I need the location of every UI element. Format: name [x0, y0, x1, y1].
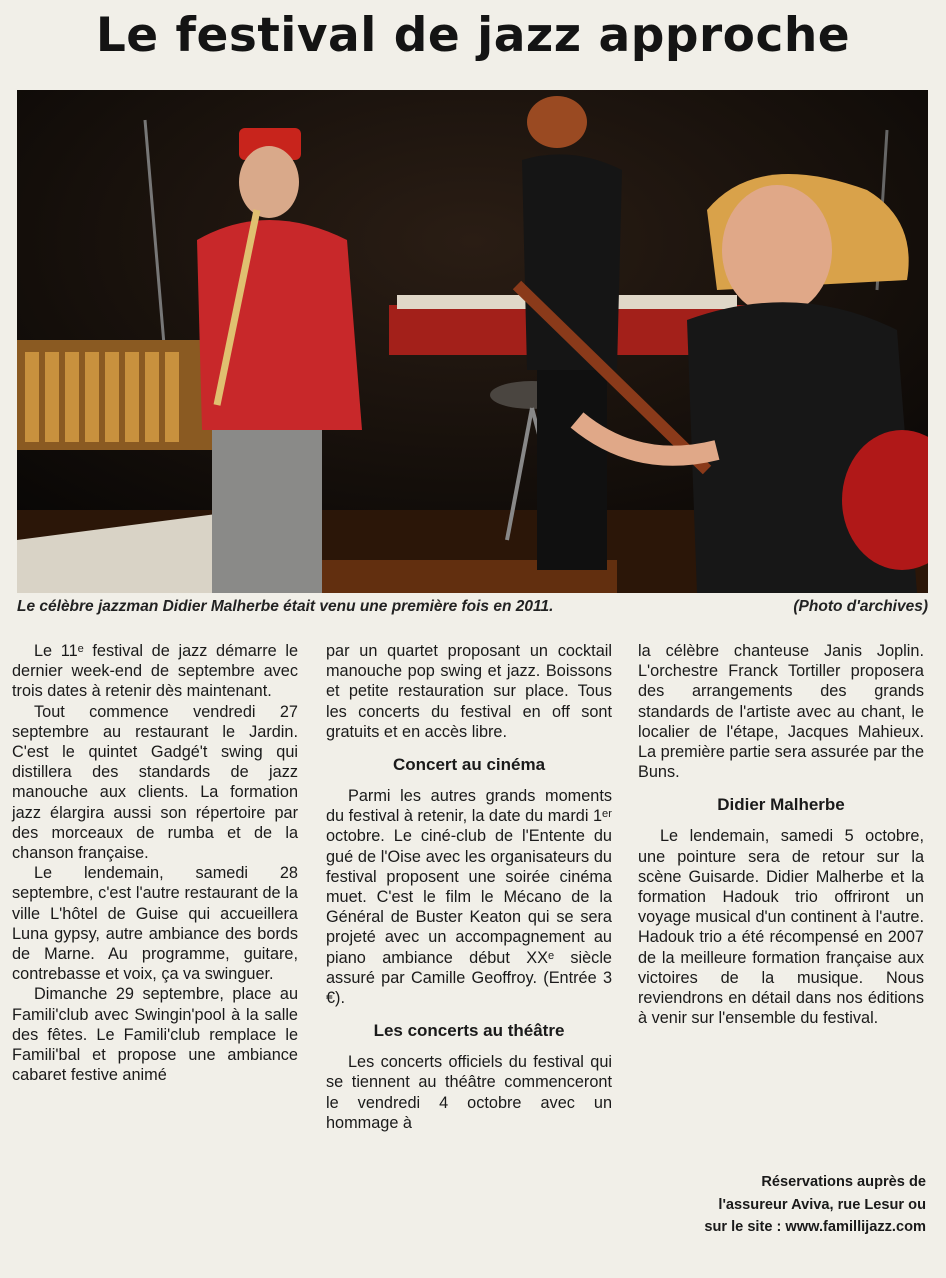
paragraph-joplin: la célèbre chanteuse Janis Joplin. L'orchestre Franck Tortiller proposera des arrangements des grands standards de l'artiste avec au chant, le localier de l'étape, Jacques Mahieux. La première partie sera assurée par the Buns.: [638, 642, 924, 782]
paragraph-saturday: Le lendemain, samedi 28 septembre, c'est l'autre restaurant de la ville L'hôtel de Guise qui accueillera Luna gypsy, autre ambiance des bords de Marne. Au programme, guitare, contrebasse et voix, ça va swinguer.: [12, 864, 298, 984]
paragraph-theatre: Les concerts officiels du festival qui se tiennent au théâtre commenceront le vendredi 4 octobre avec un hommage à: [326, 1053, 612, 1132]
subhead-cinema: Concert au cinéma: [392, 755, 546, 775]
column-2: [326, 641, 612, 1133]
subhead-theatre: Les concerts au théâtre: [373, 1021, 565, 1041]
paragraph-sunday: Dimanche 29 septembre, place au Famili'club avec Swingin'pool à la salle des fêtes. Le Famili'club remplace le Famili'bal et propose une ambiance cabaret festive animé: [12, 985, 298, 1085]
subhead-malherbe: Didier Malherbe: [717, 795, 845, 815]
column-1: [12, 641, 298, 1085]
reservations-line: l'assureur Aviva, rue Lesur ou: [718, 1196, 926, 1213]
photo-caption: Le célèbre jazzman Didier Malherbe était venu une première fois en 2011.: [17, 598, 554, 615]
photo-credit: (Photo d'archives): [793, 598, 928, 615]
reservations-line: Réservations auprès de: [761, 1174, 926, 1190]
concert-photo-illustration: [17, 90, 928, 593]
paragraph-malherbe: Le lendemain, samedi 5 octobre, une pointure sera de retour sur la scène Guisarde. Didier Malherbe et la formation Hadouk trio offriront un voyage musical d'un continent à l'autre. Hadouk trio a été récompensé en 2007 de la meilleure formation française aux victoires de la musique. Nous reviendrons en détail dans nos éditions à venir sur l'ensemble du festival.: [638, 827, 924, 1028]
reservations-box: [624, 1171, 926, 1239]
paragraph-continued: par un quartet proposant un cocktail manouche pop swing et jazz. Boissons et petite restauration sur place. Tous les concerts du festival en off sont gratuits et en accès libre.: [326, 642, 612, 741]
paragraph-cinema: Parmi les autres grands moments du festival à retenir, la date du mardi 1ᵉʳ octobre. Le ciné-club de l'Entente du gué de l'Oise avec les organisateurs du festival proposent une soirée cinéma muet. C'est le film le Mécano de la Général de Buster Keaton qui se sera projeté avec un accompagnement au piano ambiance début XXᵉ siècle assuré par Camille Geoffroy. (Entrée 3 €).: [326, 787, 612, 1008]
column-3: [638, 641, 924, 1028]
paragraph-friday: Tout commence vendredi 27 septembre au restaurant le Jardin. C'est le quintet Gadgé't swing qui distillera des standards de jazz manouche aux clients. La formation jazz élargira aussi son répertoire par des morceaux de rumba et de la chanson française.: [12, 702, 298, 863]
paragraph-intro: Le 11ᵉ festival de jazz démarre le dernier week-end de septembre avec trois dates à retenir dès maintenant.: [12, 642, 298, 701]
concert-photo: [17, 90, 928, 593]
headline: Le festival de jazz approche: [95, 8, 851, 63]
photo-caption-line: [17, 598, 928, 616]
reservations-website[interactable]: sur le site : www.famillijazz.com: [704, 1219, 926, 1235]
